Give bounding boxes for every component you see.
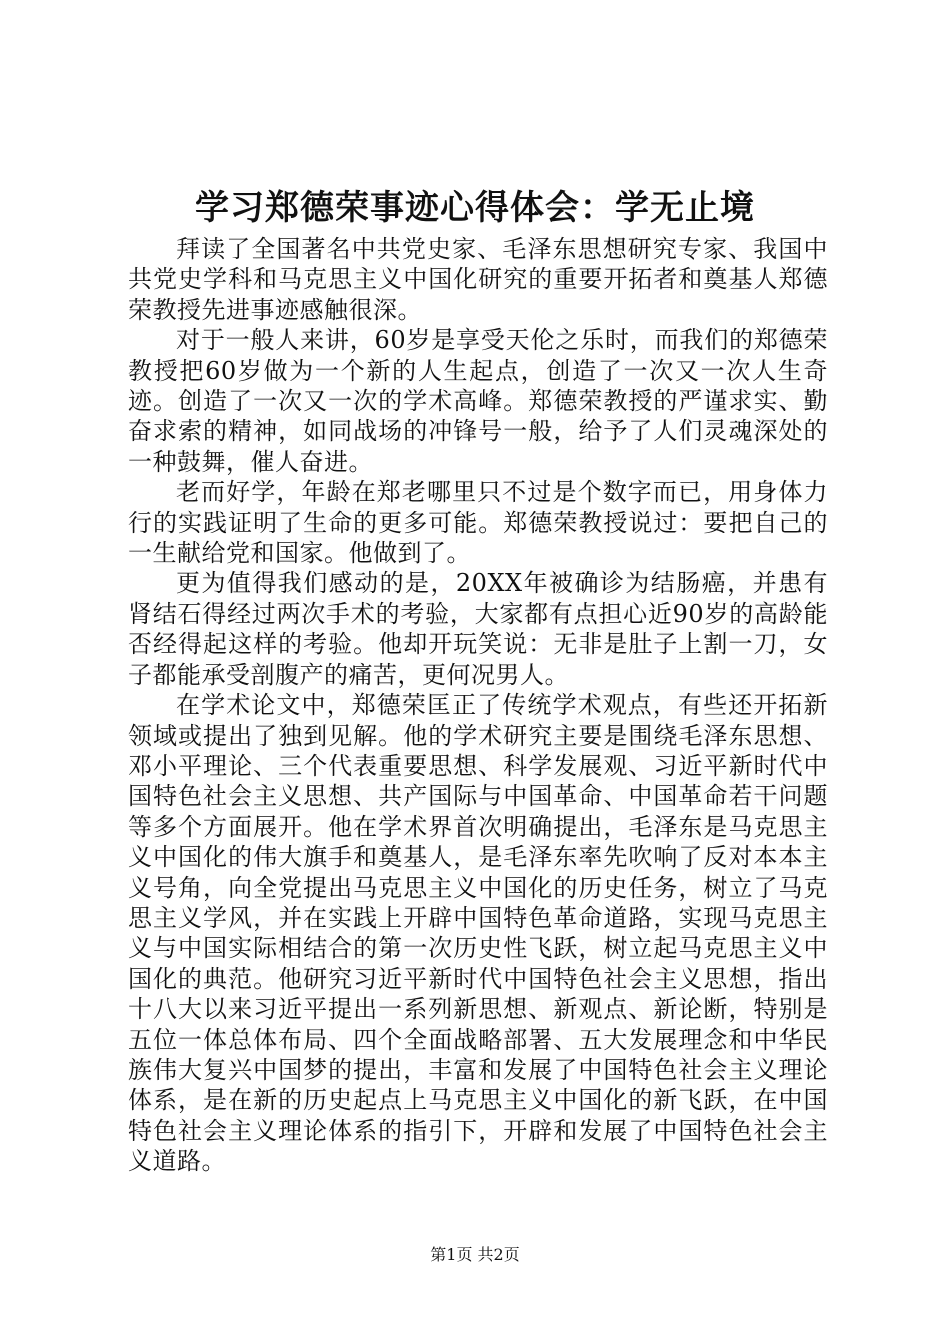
document-title: 学习郑德荣事迹心得体会：学无止境 (195, 188, 755, 228)
document-body (128, 234, 828, 1177)
page-footer: 第1页 共2页 (430, 1245, 520, 1264)
paragraph-2: 对于一般人来讲，60岁是享受天伦之乐时，而我们的郑德荣教授把60岁做为一个新的人生起点，创造了一次又一次人生奇迹。创造了一次又一次的学术高峰。郑德荣教授的严谨求实、勤奋求索的精神，如同战场的冲锋号一般，给予了人们灵魂深处的一种鼓舞，催人奋进。 (128, 326, 828, 476)
paragraph-3: 老而好学，年龄在郑老哪里只不过是个数字而已，用身体力行的实践证明了生命的更多可能。郑德荣教授说过：要把自己的一生献给党和国家。他做到了。 (128, 478, 828, 568)
paragraph-1: 拜读了全国著名中共党史家、毛泽东思想研究专家、我国中共党史学科和马克思主义中国化研究的重要开拓者和奠基人郑德荣教授先进事迹感触很深。 (128, 235, 828, 324)
paragraph-4: 更为值得我们感动的是，20XX年被确诊为结肠癌，并患有肾结石得经过两次手术的考验，大家都有点担心近90岁的高龄能否经得起这样的考验。他却开玩笑说：无非是肚子上割一刀，女子都能承受剖腹产的痛苦，更何况男人。 (128, 569, 828, 689)
paragraph-5: 在学术论文中，郑德荣匡正了传统学术观点，有些还开拓新领域或提出了独到见解。他的学术研究主要是围绕毛泽东思想、邓小平理论、三个代表重要思想、科学发展观、习近平新时代中国特色社会主义思想、共产国际与中国革命、中国革命若干问题等多个方面展开。他在学术界首次明确提出，毛泽东是马克思主义中国化的伟大旗手和奠基人，是毛泽东率先吹响了反对本本主义号角，向全党提出马克思主义中国化的历史任务，树立了马克思主义学风，并在实践上开辟中国特色革命道路，实现马克思主义与中国实际相结合的第一次历史性飞跃，树立起马克思主义中国化的典范。他研究习近平新时代中国特色社会主义思想，指出十八大以来习近平提出一系列新思想、新观点、新论断，特别是五位一体总体布局、四个全面战略部署、五大发展理念和中华民族伟大复兴中国梦的提出，丰富和发展了中国特色社会主义理论体系，是在新的历史起点上马克思主义中国化的新飞跃，在中国特色社会主义理论体系的指引下，开辟和发展了中国特色社会主义道路。 (128, 691, 828, 1176)
